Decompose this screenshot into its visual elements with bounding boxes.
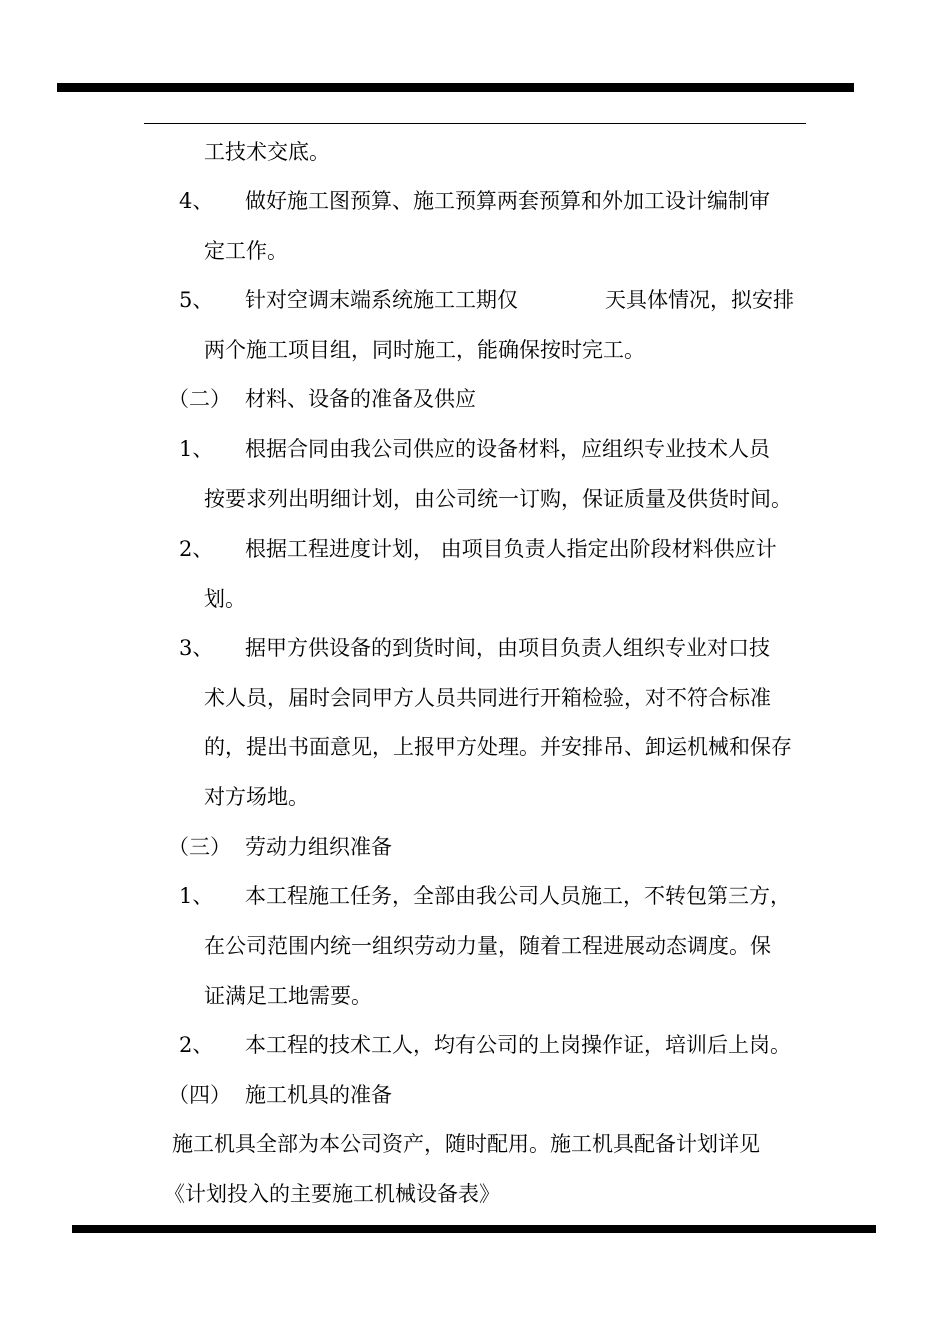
item-text: 证满足工地需要。	[204, 984, 372, 1008]
section-title: 材料、设备的准备及供应	[245, 387, 476, 411]
item-text: 天具体情况，拟安排	[605, 288, 794, 312]
item-number: 5、	[179, 288, 214, 312]
item-text: 本工程施工任务，全部由我公司人员施工，不转包第三方，	[245, 884, 791, 908]
item-text: 根据合同由我公司供应的设备材料，应组织专业技术人员	[245, 437, 770, 461]
footer-thick-rule	[72, 1225, 876, 1233]
item-text: 据甲方供设备的到货时间，由项目负责人组织专业对口技	[245, 636, 770, 660]
item-number: 4、	[179, 189, 214, 213]
section-number: （四）	[168, 1083, 231, 1107]
section-number: （二）	[168, 387, 231, 411]
item-number: 2、	[179, 1033, 214, 1057]
section-title: 劳动力组织准备	[245, 835, 392, 859]
section-number: （三）	[168, 835, 231, 859]
item-text: 本工程的技术工人，均有公司的上岗操作证，培训后上岗。	[245, 1033, 791, 1057]
paragraph-text: 《计划投入的主要施工机械设备表》	[164, 1182, 500, 1206]
item-text: 做好施工图预算、施工预算两套预算和外加工设计编制审	[245, 189, 770, 213]
item-number: 1、	[179, 437, 214, 461]
item-text: 的，提出书面意见，上报甲方处理。并安排吊、卸运机械和保存	[204, 735, 792, 759]
item-text: 术人员，届时会同甲方人员共同进行开箱检验，对不符合标准	[204, 686, 771, 710]
item-number: 1、	[179, 884, 214, 908]
header-thick-rule	[57, 83, 854, 92]
continuation-text: 工技术交底。	[204, 140, 330, 164]
item-text: 划。	[204, 587, 246, 611]
item-text: 针对空调末端系统施工工期仅	[245, 288, 518, 312]
section-title: 施工机具的准备	[245, 1083, 392, 1107]
item-text: 按要求列出明细计划，由公司统一订购，保证质量及供货时间。	[204, 487, 792, 511]
header-thin-rule	[144, 123, 806, 124]
paragraph-text: 施工机具全部为本公司资产，随时配用。施工机具配备计划详见	[172, 1132, 760, 1156]
item-text: 对方场地。	[204, 785, 309, 809]
item-text: 根据工程进度计划， 由项目负责人指定出阶段材料供应计	[245, 537, 777, 561]
item-text: 在公司范围内统一组织劳动力量，随着工程进展动态调度。保	[204, 934, 771, 958]
item-number: 3、	[179, 636, 214, 660]
item-text: 定工作。	[204, 239, 288, 263]
item-number: 2、	[179, 537, 214, 561]
item-text: 两个施工项目组，同时施工，能确保按时完工。	[204, 338, 645, 362]
